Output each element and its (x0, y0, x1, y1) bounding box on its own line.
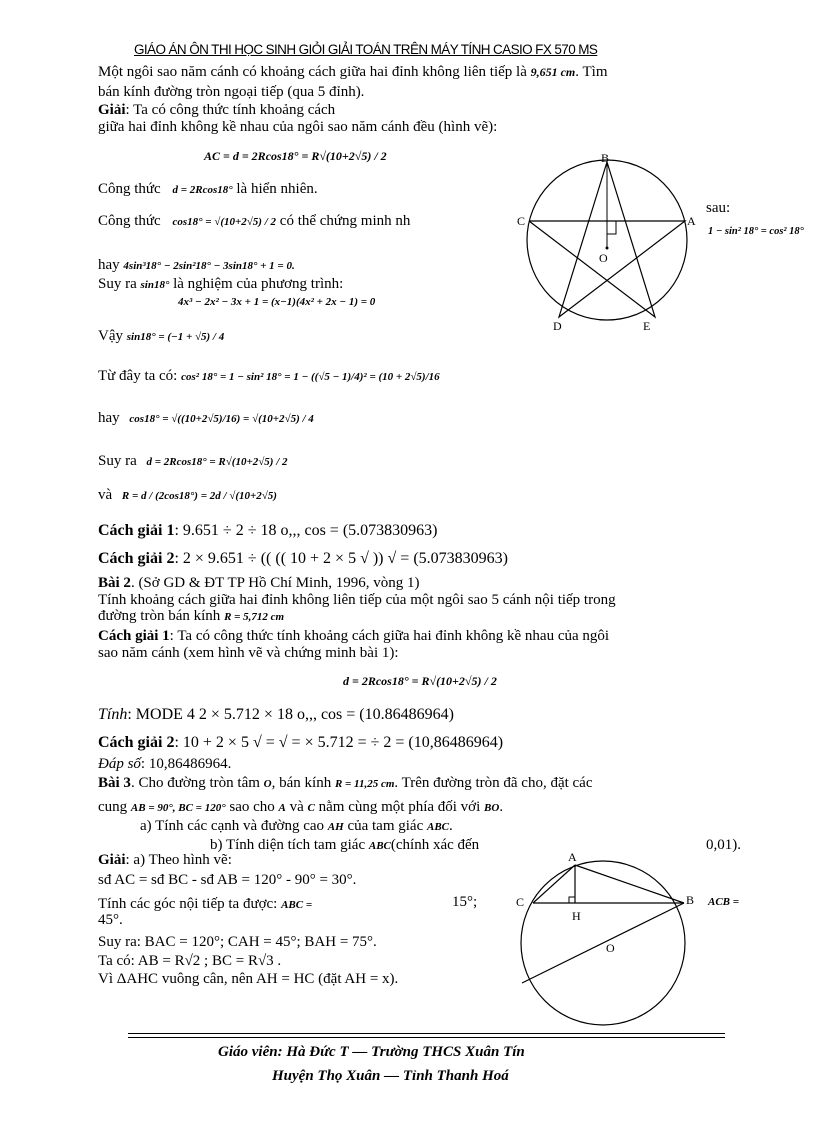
p3-angles: Tính các góc nội tiếp ta được: ABC = (98, 896, 313, 912)
p1-suyra2: Suy ra d = 2Rcos18° = R√(10+2√5) / 2 (98, 453, 288, 469)
p2-cach1: Cách giải 1: Ta có công thức tính khoảng cách giữa hai đỉnh không kề nhau của ngôi (98, 628, 610, 644)
p3-angles-cont: 45°. (98, 912, 123, 928)
tri-diameter (522, 903, 684, 983)
p3-line1: Bài 3. Cho đường tròn tâm O, bán kính R = 11,25 cm. Trên đường tròn đã cho, đặt các (98, 775, 593, 791)
star-label-b: B (601, 151, 610, 165)
p2-title: Bài 2. (Sở GD & ĐT TP Hồ Chí Minh, 1996, vòng 1) (98, 575, 420, 591)
star-label-o: O (599, 251, 608, 265)
tri-label-h: H (572, 909, 581, 923)
p3-angles-val: 15°; (452, 894, 478, 910)
star-right-angle (607, 221, 616, 234)
star-label-c: C (517, 214, 526, 228)
p1-cach2: Cách giải 2: 2 × 9.651 ÷ (( (( 10 + 2 × 5 √ )) √ = (5.073830963) (98, 550, 508, 567)
p1-va: và R = d / (2cos18°) = 2d / √(10+2√5) (98, 487, 277, 503)
star-label-d: D (553, 319, 562, 333)
p2-answer: Đáp số: 10,86486964. (98, 756, 232, 772)
p3-solution: Giải: a) Theo hình vẽ: (98, 852, 232, 868)
p1-hay2: hay cos18° = √((10+2√5)/16) = √(10+2√5) / 4 (98, 410, 314, 426)
footer-rule-bottom (128, 1037, 725, 1038)
p1-formula1: AC = d = 2Rcos18° = R√(10+2√5) / 2 (204, 149, 387, 163)
star-label-a: A (687, 214, 696, 228)
p1-vay: Vậy sin18° = (−1 + √5) / 4 (98, 328, 225, 344)
p1-suyra1: Suy ra sin18° là nghiệm của phương trình: (98, 276, 344, 292)
star-label-e: E (643, 319, 651, 333)
footer-district: Huyện Thọ Xuân — Tỉnh Thanh Hoá (272, 1068, 509, 1084)
tri-label-a: A (568, 850, 577, 864)
p3-suyra: Suy ra: BAC = 120°; CAH = 45°; BAH = 75°. (98, 934, 377, 950)
p3-part-a: a) Tính các cạnh và đường cao AH của tam giác ABC. (140, 818, 453, 834)
p1-solution: Giải: Ta có công thức tính khoảng cách (98, 102, 336, 118)
p1-side-math: 1 − sin² 18° = cos² 18° (708, 226, 804, 237)
p2-tinh: Tính: MODE 4 2 × 5.712 × 18 o,,, cos = (10.86486964) (98, 706, 454, 723)
p2-formula: d = 2Rcos18° = R√(10+2√5) / 2 (343, 674, 497, 688)
p1-line4: giữa hai đỉnh không kề nhau của ngôi sao năm cánh đều (hình vẽ): (98, 119, 498, 135)
star-figure (515, 150, 710, 340)
p1-value: 9,651 cm (530, 65, 576, 79)
page-header-title: GIÁO ÁN ÔN THI HỌC SINH GIỎI GIẢI TOÁN TRÊN MÁY TÍNH CASIO FX 570 MS (134, 42, 598, 57)
p1-cach1: Cách giải 1: 9.651 ÷ 2 ÷ 18 o,,, cos = (5.073830963) (98, 522, 438, 539)
p1-formula-line-a: Công thức d = 2Rcos18° là hiển nhiên. (98, 181, 318, 197)
tri-right-angle (569, 897, 575, 903)
tri-label-o: O (606, 941, 615, 955)
tri-label-c: C (516, 895, 525, 909)
p1-line2: bán kính đường tròn ngoại tiếp (qua 5 đỉnh). (98, 84, 365, 100)
p1-line1: Một ngôi sao năm cánh có khoảng cách giữa hai đỉnh không liên tiếp là 9,651 cm. Tìm (98, 64, 608, 80)
p3-taco: Ta có: AB = R√2 ; BC = R√3 . (98, 953, 282, 969)
p3-arc-line: sđ AC = sđ BC - sđ AB = 120° - 90° = 30°. (98, 872, 357, 888)
p1-tuday: Từ đây ta có: cos² 18° = 1 − sin² 18° = 1 − ((√5 − 1)/4)² = (10 + 2√5)/16 (98, 368, 440, 384)
p3-precision: 0,01). (706, 837, 741, 853)
p3-angles-right: ACB = (708, 896, 740, 908)
p1-hay1: hay 4sin³18° − 2sin²18° − 3sin18° + 1 = 0. (98, 257, 295, 273)
p2-line2: đường tròn bán kính R = 5,712 cm (98, 608, 285, 624)
p3-line2: cung AB = 90°, BC = 120° sao cho A và C nằm cùng một phía đối với BO. (98, 799, 504, 815)
p1-formula-line-b: Công thức cos18° = √(10+2√5) / 2 có thể chứng minh nh (98, 213, 411, 229)
triangle-figure (510, 848, 710, 1028)
p2-cach1-line2: sao năm cánh (xem hình vẽ và chứng minh bài 1): (98, 645, 399, 661)
tri-side-ab (575, 865, 684, 903)
p3-part-b: b) Tính diện tích tam giác ABC(chính xác đến (210, 837, 480, 853)
p1-poly: 4x³ − 2x² − 3x + 1 = (x−1)(4x² + 2x − 1) = 0 (178, 296, 376, 308)
footer-teacher: Giáo viên: Hà Đức T — Trường THCS Xuân Tín (218, 1044, 525, 1060)
tri-label-b: B (686, 893, 695, 907)
star-center-dot (606, 247, 609, 250)
p2-cach2: Cách giải 2: 10 + 2 × 5 √ = √ = × 5.712 = ÷ 2 = (10,86486964) (98, 734, 504, 751)
p3-vi: Vì ΔAHC vuông cân, nên AH = HC (đặt AH = x). (98, 971, 399, 987)
footer-rule-top (128, 1033, 725, 1034)
p1-side-sau: sau: (706, 200, 731, 216)
p2-line1: Tính khoảng cách giữa hai đỉnh không liên tiếp của một ngôi sao 5 cánh nội tiếp trong (98, 592, 616, 608)
